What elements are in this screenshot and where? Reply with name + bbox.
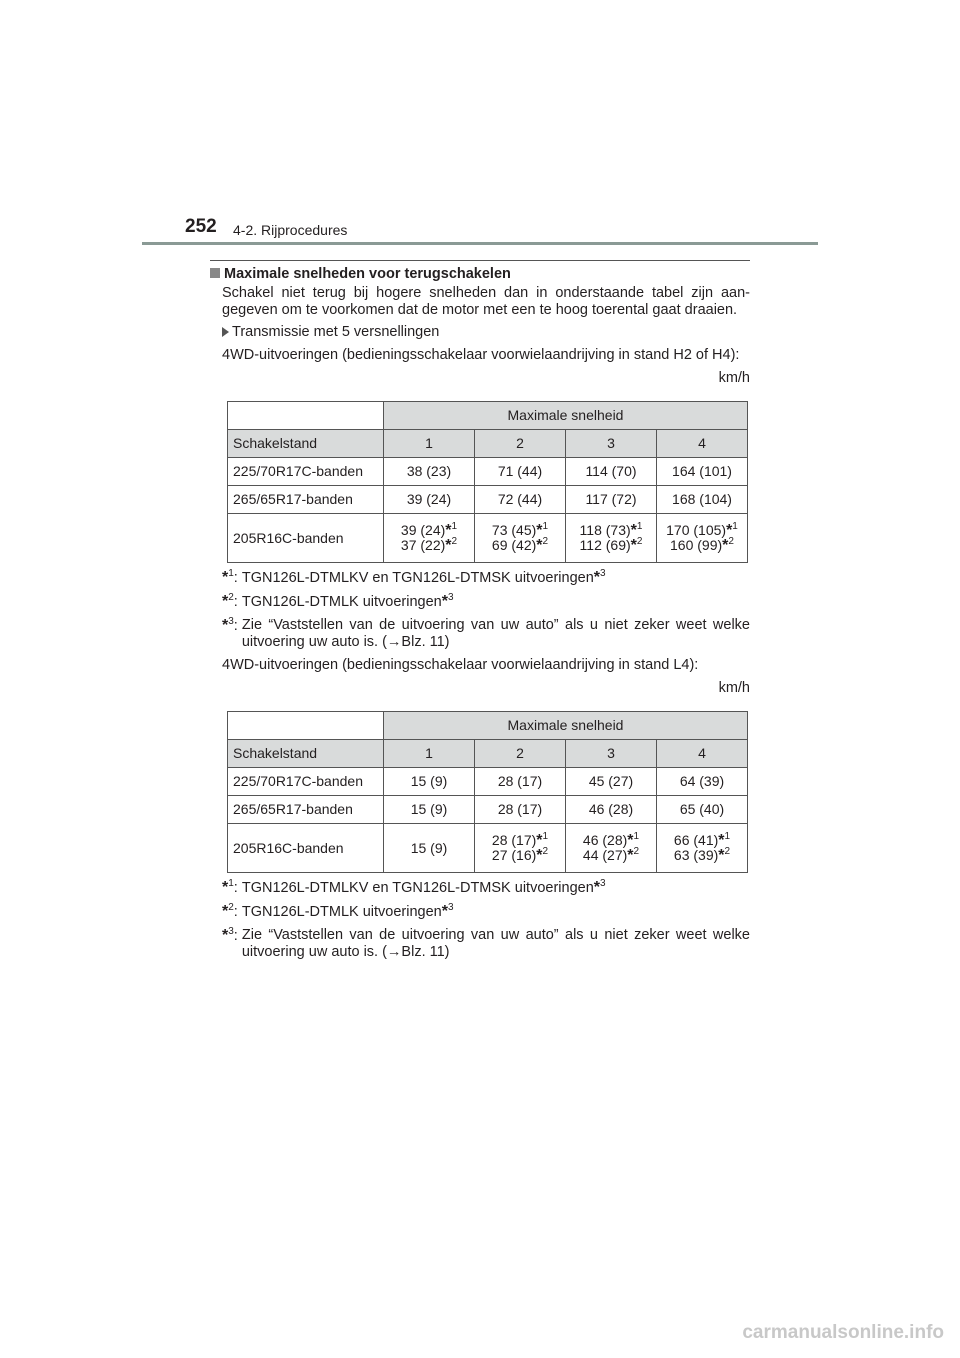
- triangle-bullet-icon: [222, 327, 229, 337]
- table-header-row: [228, 402, 748, 430]
- speed-cell: 71 (44): [475, 458, 566, 486]
- table-header-row: [228, 712, 748, 740]
- empty-cell: [228, 402, 384, 430]
- speed-cell: 15 (9): [384, 824, 475, 873]
- speed-cell: 15 (9): [384, 768, 475, 796]
- footnote-3: *$^3$: Zie “Vaststellen van de uitvoering van uw auto” als u niet zeker weet welke uitvoering uw auto is. (→Blz. 11): [222, 616, 750, 650]
- speed-cell: 28 (17): [475, 768, 566, 796]
- gear-cell: 3: [566, 430, 657, 458]
- gear-cell: 1: [384, 430, 475, 458]
- transmission-bullet: Transmissie met 5 versnellingen: [222, 324, 750, 341]
- gear-cell: 2: [475, 740, 566, 768]
- table-row: [228, 768, 748, 796]
- gear-row-label: Schakelstand: [228, 430, 384, 458]
- speed-cell: 46 (28): [566, 796, 657, 824]
- tire-label: 225/70R17C-banden: [228, 458, 384, 486]
- speed-cell: 39 (24): [384, 486, 475, 514]
- gear-cell: 2: [475, 430, 566, 458]
- gear-cell: 4: [657, 430, 748, 458]
- tire-label: 265/65R17-banden: [228, 796, 384, 824]
- table-row: [228, 458, 748, 486]
- max-speed-header: Maximale snelheid: [384, 402, 748, 430]
- tire-label: 225/70R17C-banden: [228, 768, 384, 796]
- split-speed-cell: 46 (28)*$^1$ 44 (27)*$^2$: [566, 824, 657, 873]
- section-title: 4-2. Rijprocedures: [233, 222, 348, 238]
- empty-cell: [228, 712, 384, 740]
- speed-cell: 28 (17): [475, 796, 566, 824]
- speed-cell: 15 (9): [384, 796, 475, 824]
- block1-unit: km/h: [718, 370, 750, 386]
- footnotes-block1: [210, 569, 750, 651]
- footnote-2: *$^2$: TGN126L-DTMLK uitvoeringen*$^3$: [222, 902, 454, 920]
- footnote-2: *$^2$: TGN126L-DTMLK uitvoeringen*$^3$: [222, 592, 454, 610]
- gear-row: [228, 740, 748, 768]
- split-speed-cell: 170 (105)*$^1$ 160 (99)*$^2$: [657, 514, 748, 563]
- speed-cell: 117 (72): [566, 486, 657, 514]
- footnote-3: *$^3$: Zie “Vaststellen van de uitvoering van uw auto” als u niet zeker weet welke uitvoering uw auto is. (→Blz. 11): [222, 926, 750, 960]
- page-number: 252: [185, 216, 217, 237]
- tire-label: 205R16C-banden: [228, 824, 384, 873]
- split-speed-cell: 66 (41)*$^1$ 63 (39)*$^2$: [657, 824, 748, 873]
- speed-table-l4: [227, 711, 748, 873]
- tire-label: 205R16C-banden: [228, 514, 384, 563]
- table-row: [228, 824, 748, 873]
- intro-text: Schakel niet terug bij hogere snelheden dan in onderstaande tabel zijn aan-gegeven om te voorkomen dat de motor met een te hoog toerental gaat draaien.: [222, 285, 750, 318]
- gear-cell: 3: [566, 740, 657, 768]
- speed-cell: 64 (39): [657, 768, 748, 796]
- speed-cell: 38 (23): [384, 458, 475, 486]
- split-speed-cell: 118 (73)*$^1$ 112 (69)*$^2$: [566, 514, 657, 563]
- square-bullet-icon: [210, 268, 220, 278]
- split-speed-cell: 28 (17)*$^1$ 27 (16)*$^2$: [475, 824, 566, 873]
- speed-cell: 45 (27): [566, 768, 657, 796]
- gear-row-label: Schakelstand: [228, 740, 384, 768]
- table-row: [228, 486, 748, 514]
- block1-label: 4WD-uitvoeringen (bedieningsschakelaar voorwielaandrijving in stand H2 of H4):: [222, 347, 740, 363]
- footnote-1: *$^1$: TGN126L-DTMLKV en TGN126L-DTMSK uitvoeringen*$^3$: [222, 568, 606, 586]
- speed-cell: 168 (104): [657, 486, 748, 514]
- table-row: [228, 514, 748, 563]
- watermark: carmanualsonline.info: [742, 1322, 944, 1343]
- footnote-1: *$^1$: TGN126L-DTMLKV en TGN126L-DTMSK uitvoeringen*$^3$: [222, 878, 606, 896]
- split-speed-cell: 73 (45)*$^1$ 69 (42)*$^2$: [475, 514, 566, 563]
- block2-label: 4WD-uitvoeringen (bedieningsschakelaar voorwielaandrijving in stand L4):: [222, 657, 699, 673]
- speed-cell: 65 (40): [657, 796, 748, 824]
- speed-cell: 164 (101): [657, 458, 748, 486]
- content-rule: [210, 260, 750, 261]
- gear-cell: 4: [657, 740, 748, 768]
- gear-row: [228, 430, 748, 458]
- gear-cell: 1: [384, 740, 475, 768]
- split-speed-cell: 39 (24)*$^1$ 37 (22)*$^2$: [384, 514, 475, 563]
- speed-cell: 72 (44): [475, 486, 566, 514]
- speed-cell: 114 (70): [566, 458, 657, 486]
- table-row: [228, 796, 748, 824]
- speed-table-h2h4: [227, 401, 748, 563]
- main-content: [210, 266, 750, 967]
- max-speed-header: Maximale snelheid: [384, 712, 748, 740]
- footnotes-block2: [210, 879, 750, 961]
- block2-unit: km/h: [718, 680, 750, 696]
- section-heading: Maximale snelheden voor terugschakelen: [210, 266, 750, 283]
- header-rule: [142, 242, 818, 245]
- tire-label: 265/65R17-banden: [228, 486, 384, 514]
